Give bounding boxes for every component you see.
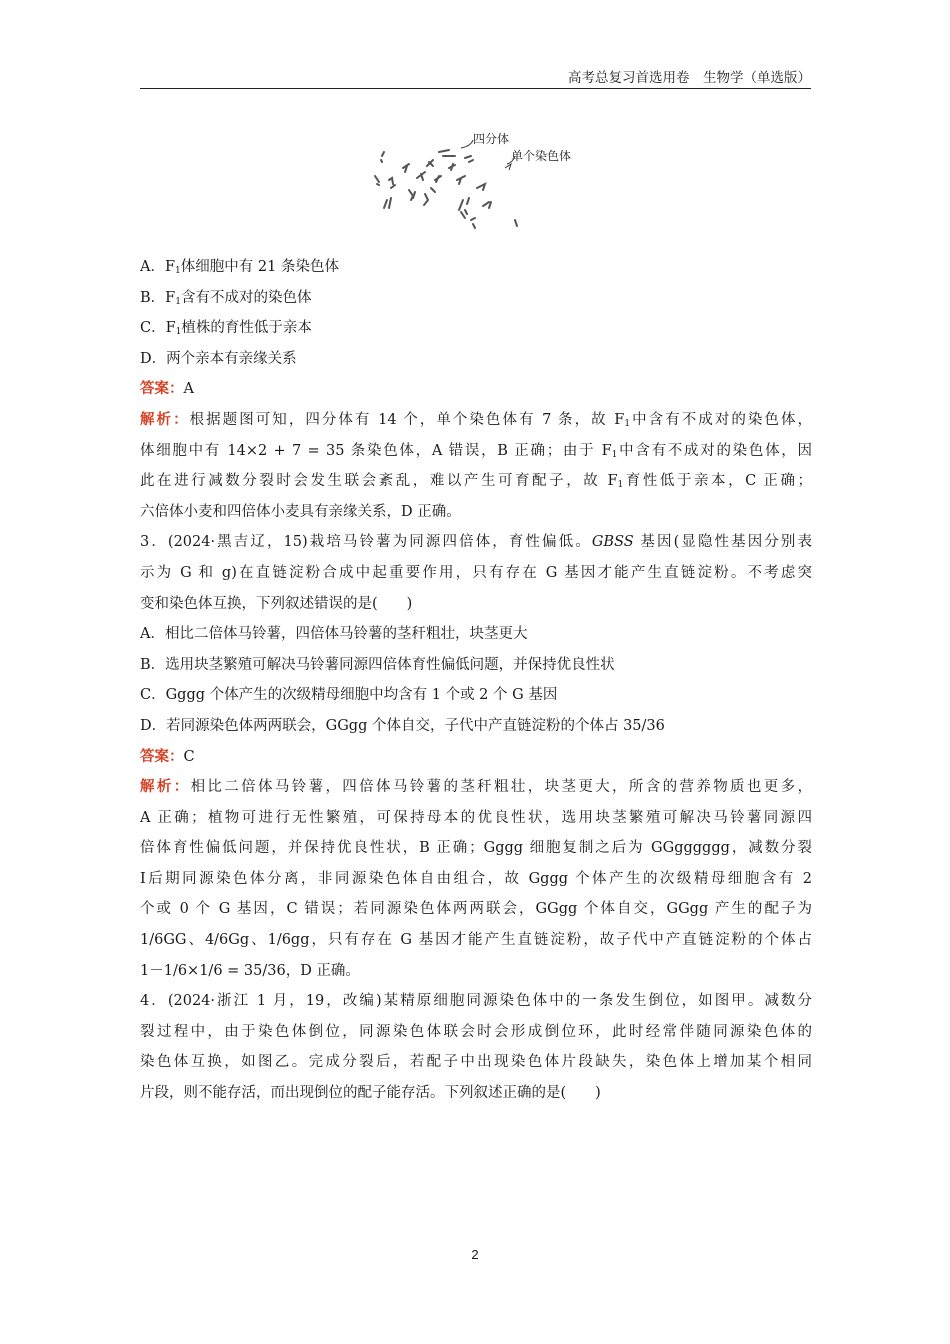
header-text: 高考总复习首选用卷 生物学（单选版）	[568, 70, 811, 86]
page-header	[140, 70, 811, 89]
answer-value: C	[183, 748, 195, 765]
q2-analysis-line: 此在进行减数分裂时会发生联会紊乱，难以产生可育配子，故 $F_1$育性低于亲本，C 正确；	[140, 473, 813, 491]
q2-analysis-line: 六倍体小麦和四倍体小麦具有亲缘关系，D 正确。	[140, 503, 461, 520]
q4-stem-line: 染色体互换，如图乙。完成分裂后，若配子中出现染色体片段缺失，染色体上增加某个相同	[140, 1054, 812, 1071]
q2-option-a: A．$F_1$体细胞中有 21 条染色体	[140, 259, 339, 276]
q3-analysis-line: 1/6GG、4/6Gg、1/6gg，只有存在 G 基因才能产生直链淀粉，故子代中产直链淀粉的个体占	[140, 932, 812, 949]
q3-option-d: D．若同源染色体两两联会，GGgg 个体自交，子代中产直链淀粉的个体占 35/36	[140, 717, 665, 734]
q3-analysis-line: 解析：相比二倍体马铃薯，四倍体马铃薯的茎秆粗壮，块茎更大，所含的营养物质也更多，	[140, 778, 812, 796]
label-tetrad: 四分体	[473, 132, 510, 146]
answer-label: 答案：	[140, 380, 184, 398]
chromosome-micrograph	[365, 128, 585, 243]
q3-stem-line: 变和染色体互换，下列叙述错误的是( )	[140, 595, 413, 612]
q2-option-d: D．两个亲本有亲缘关系	[140, 350, 297, 367]
chromosome-figure	[365, 128, 585, 243]
answer-label: 答案：	[140, 747, 184, 765]
page-body	[140, 252, 812, 1109]
q3-analysis-line: 个或 0 个 G 基因，C 错误；若同源染色体两两联会，GGgg 个体自交，GGgg 产生的配子为	[140, 901, 812, 918]
q3-analysis-line: 倍体育性偏低问题，并保持优良性状，B 正确；Gggg 细胞复制之后为 GGgggggg，减数分裂	[140, 840, 812, 857]
q4-stem-line: 4．(2024·浙江 1 月，19，改编)某精原细胞同源染色体中的一条发生倒位，如图甲。减数分	[140, 993, 812, 1010]
q2-analysis-line: 解析：根据题图可知，四分体有 14 个，单个染色体有 7 条，故 $F_1$中含有不成对的染色体，	[140, 410, 813, 429]
q3-stem-line: 示为 G 和 g)在直链淀粉合成中起重要作用，只有存在 G 基因才能产生直链淀粉。不考虑突	[140, 564, 812, 581]
q2-option-c: C．$F_1$植株的育性低于亲本	[140, 320, 312, 338]
q3-analysis-line: 1－1/6×1/6 = 35/36，D 正确。	[140, 962, 360, 979]
analysis-label: 解析：	[140, 778, 191, 796]
q2-answer	[140, 374, 812, 405]
answer-value: A	[183, 381, 194, 398]
q3-analysis-line: Ⅰ后期同源染色体分离，非同源染色体自由组合，故 Gggg 个体产生的次级精母细胞含有 2	[140, 870, 812, 887]
q4-stem-line: 片段，则不能存活，而出现倒位的配子能存活。下列叙述正确的是( )	[140, 1085, 601, 1102]
q3-stem-line: 3．(2024·黑吉辽，15)栽培马铃薯为同源四倍体，育性偏低。GBSS 基因(显隐性基因分别表	[140, 534, 812, 551]
q4-stem-line: 裂过程中，由于染色体倒位，同源染色体联会时会形成倒位环，此时经常伴随同源染色体的	[140, 1023, 812, 1040]
gene-name: GBSS	[591, 534, 634, 551]
q2-option-b: B．$F_1$含有不成对的染色体	[140, 289, 312, 307]
q3-answer	[140, 742, 812, 773]
q3-option-c: C．Gggg 个体产生的次级精母细胞中均含有 1 个或 2 个 G 基因	[140, 687, 558, 704]
q3-analysis-line: A 正确；植物可进行无性繁殖，可保持母本的优良性状，选用块茎繁殖可解决马铃薯同源四	[140, 809, 812, 826]
page-number: 2	[471, 1247, 479, 1262]
analysis-label: 解析：	[140, 410, 190, 428]
q3-option-b: B．选用块茎繁殖可解决马铃薯同源四倍体育性偏低问题，并保持优良性状	[140, 656, 615, 673]
label-univalent: 单个染色体	[511, 149, 572, 163]
q3-option-a: A．相比二倍体马铃薯，四倍体马铃薯的茎秆粗壮，块茎更大	[140, 626, 528, 643]
q2-analysis-line: 体细胞中有 14×2 + 7 = 35 条染色体，A 错误，B 正确；由于 $F_1$中含有不成对的染色体，因	[140, 442, 813, 460]
